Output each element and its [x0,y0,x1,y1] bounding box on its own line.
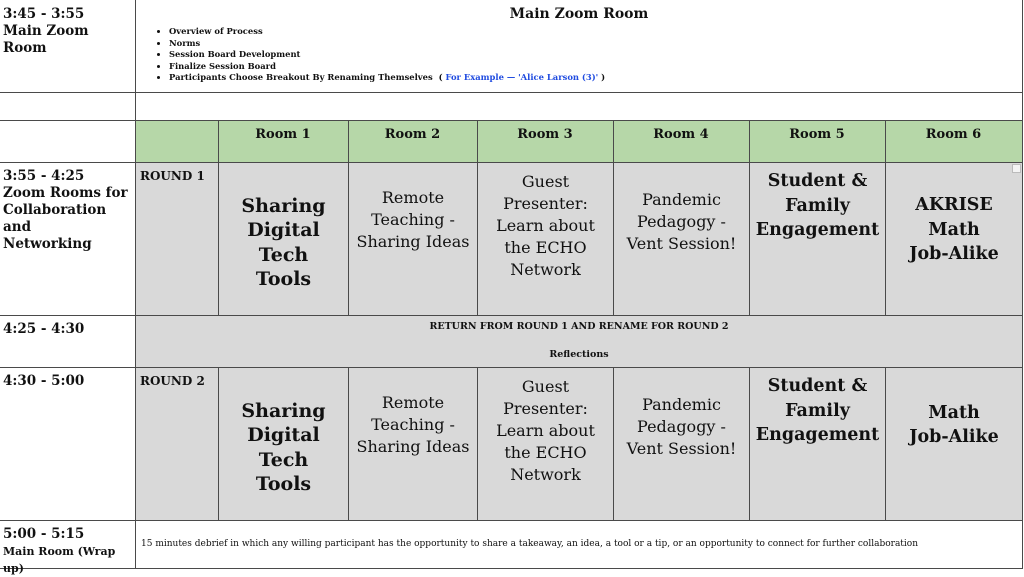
session-line: Student & [767,171,868,192]
session-r2-room2 [349,367,477,482]
room-header-5: Room 5 [789,127,845,142]
grid-line [0,92,1023,93]
session-line: Pandemic [642,395,721,414]
time-range: 3:55 - 4:25 [3,168,85,184]
main-room-cell [136,0,1022,92]
grid-line [0,315,1023,316]
session-line: Job-Alike [909,244,999,265]
round-label-2: ROUND 2 [140,374,205,388]
session-line: the ECHO [504,238,587,257]
room-header-3: Room 3 [517,127,573,142]
row-label-line: Collaboration and [3,202,107,235]
agenda-item: • Overview of Process [169,26,1022,38]
session-line: the ECHO [504,443,587,462]
session-line: Remote [381,187,445,207]
transition-line-2: Reflections [549,349,609,360]
time-cell-main [0,0,135,92]
session-line: Teaching - [371,209,455,229]
session-line: Tech [258,243,309,266]
grid-line [0,568,1023,569]
session-line: Network [510,465,581,484]
transition-line-1: RETURN FROM ROUND 1 AND RENAME FOR ROUND 2 [429,321,729,332]
session-line: Job-Alike [909,427,999,447]
session-line: Sharing Ideas [356,231,470,251]
session-line: Family [785,400,850,421]
agenda-item: • Norms [169,38,1022,50]
room-header-6: Room 6 [925,127,982,142]
session-line: Digital [247,219,320,241]
session-r1-room5 [750,166,885,246]
session-line: Guest [521,377,570,396]
session-r1-room4 [614,162,749,282]
session-line: Pedagogy - [637,212,726,231]
session-line: Presenter: [503,194,588,213]
session-r1-room3 [478,166,613,286]
session-line: Math [928,219,980,240]
session-r1-room1 [219,170,348,315]
session-r2-room1 [219,375,348,520]
room-header-2: Room 2 [384,127,441,142]
room-header-1: Room 1 [255,127,311,142]
round-label-1: ROUND 1 [140,169,205,183]
session-r2-room4 [614,367,749,487]
time-range: 4:25 - 4:30 [3,321,85,337]
session-line: Tools [255,473,312,495]
agenda-item: • Session Board Development [169,49,1022,61]
session-r2-room3 [478,371,613,491]
session-line: Network [510,260,581,279]
session-line: Tech [258,448,309,471]
session-line: Pandemic [642,190,721,209]
wrap-description: 15 minutes debrief in which any willing participant has the opportunity to share a takeaway, an idea, a tool or a tip, or an opportunity to connect for further collaboration [141,539,919,549]
session-r1-room2 [349,162,477,277]
session-line: Pedagogy - [637,417,726,436]
row-label-line: Networking [3,236,92,252]
time-range: 4:30 - 5:00 [3,373,85,389]
time-cell-transition [0,315,135,367]
session-line: AKRISE [915,195,993,216]
session-line: Student & [767,376,868,397]
session-line: Vent Session! [626,234,737,253]
main-room-title: Main Zoom Room [509,6,649,22]
session-r1-room6 [886,190,1022,270]
agenda-item [169,72,1022,84]
session-line: Teaching - [371,414,455,434]
session-line: Guest [521,172,570,191]
time-cell-round1 [0,162,135,315]
session-r2-room6 [886,395,1022,455]
session-line: Engagement [755,220,880,241]
room-header-4: Room 4 [653,127,709,142]
row-label: Main Zoom Room [3,23,89,56]
session-line: Sharing [241,194,326,217]
cell-menu-icon[interactable] [1012,164,1021,173]
row-label: Main Room (Wrap up) [3,545,116,575]
session-r2-room5 [750,371,885,451]
session-line: Sharing Ideas [356,436,470,456]
time-range: 3:45 - 3:55 [3,6,85,22]
time-cell-round2 [0,367,135,520]
session-line: Math [928,402,980,423]
session-line: Engagement [755,425,880,446]
time-cell-wrap [0,520,135,575]
session-line: Learn about [496,216,595,235]
agenda-item-text: Participants Choose Breakout By Renaming Themselves [169,72,433,82]
example-text: For Example — 'Alice Larson (3)' [445,72,599,82]
session-line: Remote [381,392,445,412]
session-line: Vent Session! [626,439,737,458]
session-line: Presenter: [503,399,588,418]
session-line: Digital [247,424,320,446]
example-open-paren: ( [438,72,443,82]
session-line: Learn about [496,421,595,440]
grid-line [1022,0,1023,569]
session-line: Family [785,195,850,216]
time-range: 5:00 - 5:15 [3,526,85,542]
row-label-line: Zoom Rooms for [3,185,128,201]
agenda-item: • Finalize Session Board [169,61,1022,73]
agenda-list [136,26,1022,84]
session-line: Tools [255,268,312,290]
example-close-paren: ) [601,72,606,82]
session-line: Sharing [241,399,326,422]
